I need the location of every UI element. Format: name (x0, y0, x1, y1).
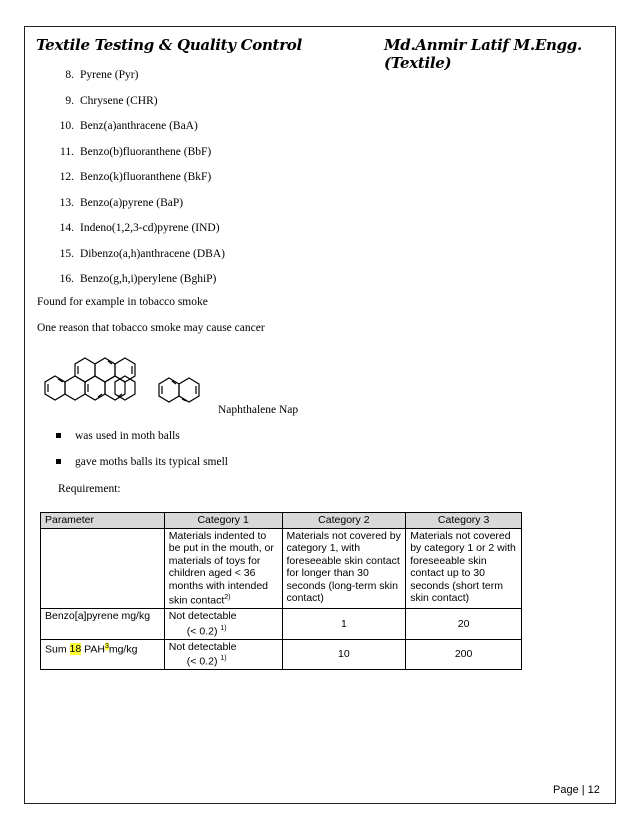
table-cell: 20 (406, 609, 522, 640)
table-cell (41, 528, 165, 609)
paragraph-cancer: One reason that tobacco smoke may cause cancer (37, 322, 265, 334)
list-item: was used in moth balls (56, 430, 228, 456)
list-item: gave moths balls its typical smell (56, 456, 228, 482)
category-1-description: Materials indented to be put in the mouth, or materials of toys for children aged < 36 months with intended skin contact$^{2)}$ (164, 528, 282, 609)
paragraph-tobacco: Found for example in tobacco smoke (37, 296, 208, 308)
parameter-benzo-a-pyrene: Benzo[a]pyrene mg/kg (41, 609, 165, 640)
requirement-label: Requirement: (58, 483, 121, 495)
parameter-sum-pah: Sum 18 PAH$^3$mg/kg (41, 639, 165, 670)
header-category-2: Category 2 (282, 513, 406, 529)
list-item: 11. Benzo(b)fluoranthene (BbF) (60, 145, 212, 158)
table-cell: 200 (406, 639, 522, 670)
table-row (41, 609, 522, 640)
highlight-3: 3 (104, 642, 109, 650)
table-cell: 10 (282, 639, 406, 670)
list-item: 14. Indeno(1,2,3-cd)pyrene (IND) (59, 222, 220, 234)
pah-list (54, 68, 225, 298)
bullet-square-icon (56, 433, 61, 438)
table-cell: 1 (282, 609, 406, 640)
category-2-description: Materials not covered by category 1, with foreseeable skin contact for longer than 30 seconds (long-term skin contact) (282, 528, 406, 609)
bullet-square-icon (56, 459, 61, 464)
list-item: 10. Benz(a)anthracene (BaA) (59, 120, 198, 132)
table-cell: Not detectable (< 0.2) $^{1)}$ (164, 639, 282, 670)
header-category-3: Category 3 (406, 513, 522, 529)
naphthalene-structure (159, 378, 199, 402)
pah-requirement-table (40, 512, 522, 670)
bullet-list (56, 430, 228, 482)
list-item: 12. Benzo(k)fluoranthene (BkF) (59, 171, 212, 183)
list-item: 9. Chrysene (CHR) (65, 94, 158, 107)
naphthalene-label: Naphthalene Nap (218, 404, 299, 416)
header-author: Md.Anmir Latif M.Engg.(Textile) (384, 36, 582, 72)
header-category-1: Category 1 (164, 513, 282, 529)
table-row (41, 639, 522, 670)
page-number: Page | 12 (553, 784, 600, 796)
table-header-row (41, 513, 522, 529)
table-row (41, 528, 522, 609)
list-item: 8. Pyrene (Pyr) (65, 69, 139, 81)
chemical-structures-figure (36, 347, 216, 415)
table-cell: Not detectable (< 0.2) $^{1)}$ (164, 609, 282, 640)
list-item: 15. Dibenzo(a,h)anthracene (DBA) (59, 247, 225, 260)
header-title: Textile Testing & Quality Control (36, 36, 302, 54)
header-parameter: Parameter (41, 513, 165, 529)
list-item: 16. Benzo(g,h,i)perylene (BghiP) (59, 273, 217, 285)
benzo-pyrene-structure (45, 358, 135, 400)
category-3-description: Materials not covered by category 1 or 2 with foreseeable skin contact up to 30 seconds (short term skin contact) (406, 528, 522, 609)
highlight-18: 18 (69, 643, 82, 655)
list-item: 13. Benzo(a)pyrene (BaP) (59, 196, 184, 209)
